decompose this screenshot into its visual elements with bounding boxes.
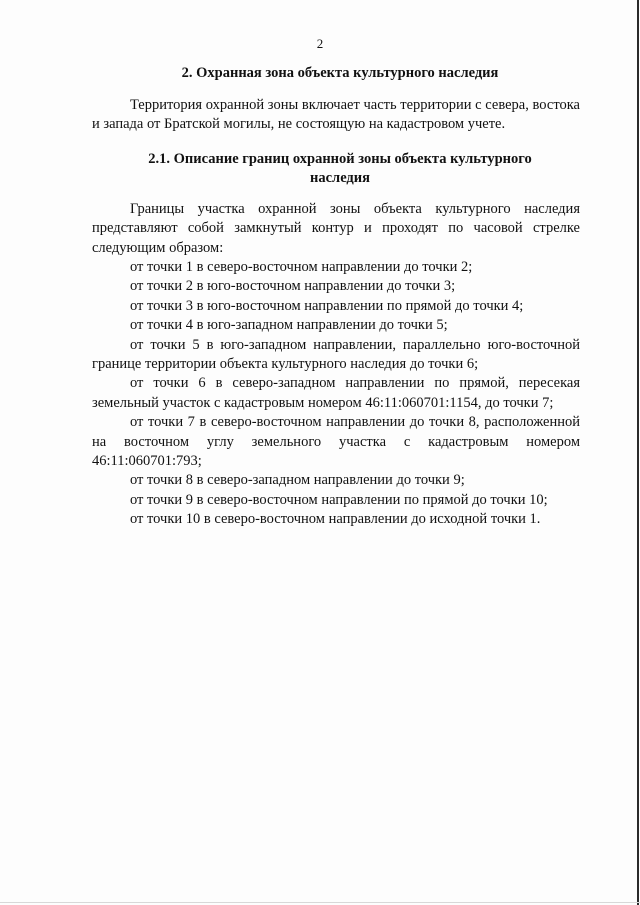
page-bottom-edge xyxy=(0,902,640,903)
list-item: от точки 5 в юго-западном направлении, параллельно юго-восточной границе территории объекта культурного наследия до точки 6; xyxy=(92,336,580,373)
list-item: от точки 4 в юго-западном направлении до точки 5; xyxy=(130,317,448,334)
section-2-1-heading xyxy=(92,150,588,188)
section-2-1-heading-line1: 2.1. Описание границ охранной зоны объекта культурного xyxy=(148,151,532,167)
page-number: 2 xyxy=(316,36,324,51)
section-2-1-heading-line2: наследия xyxy=(310,170,370,186)
section-2-1-description: Границы участка охранной зоны объекта культурного наследия представляют собой замкнутый контур и проходят по часовой стрелке следующим образом: xyxy=(92,201,580,256)
list-item: от точки 9 в северо-восточном направлении по прямой до точки 10; xyxy=(130,491,548,508)
section-2-heading: 2. Охранная зона объекта культурного наследия xyxy=(181,65,499,81)
section-2-intro-paragraph: Территория охранной зоны включает часть территории с севера, востока и запада от Братской могилы, не состоящую на кадастровом учете. xyxy=(92,97,580,133)
boundary-points-list xyxy=(92,258,580,530)
list-item: от точки 10 в северо-восточном направлении до исходной точки 1. xyxy=(130,511,541,528)
list-item: от точки 6 в северо-западном направлении по прямой, пересекая земельный участок с кадастровым номером 46:11:060701:1154, до точки 7; xyxy=(92,375,580,411)
page-edge-shadow xyxy=(637,0,639,905)
list-item: от точки 8 в северо-западном направлении до точки 9; xyxy=(130,472,465,489)
list-item: от точки 7 в северо-восточном направлении до точки 8, расположенной на восточном углу земельного участка с кадастровым номером 46:11:060701:793; xyxy=(92,414,580,470)
list-item: от точки 1 в северо-восточном направлении до точки 2; xyxy=(130,259,473,275)
list-item: от точки 3 в юго-восточном направлении по прямой до точки 4; xyxy=(130,297,524,314)
list-item: от точки 2 в юго-восточном направлении до точки 3; xyxy=(130,278,456,295)
